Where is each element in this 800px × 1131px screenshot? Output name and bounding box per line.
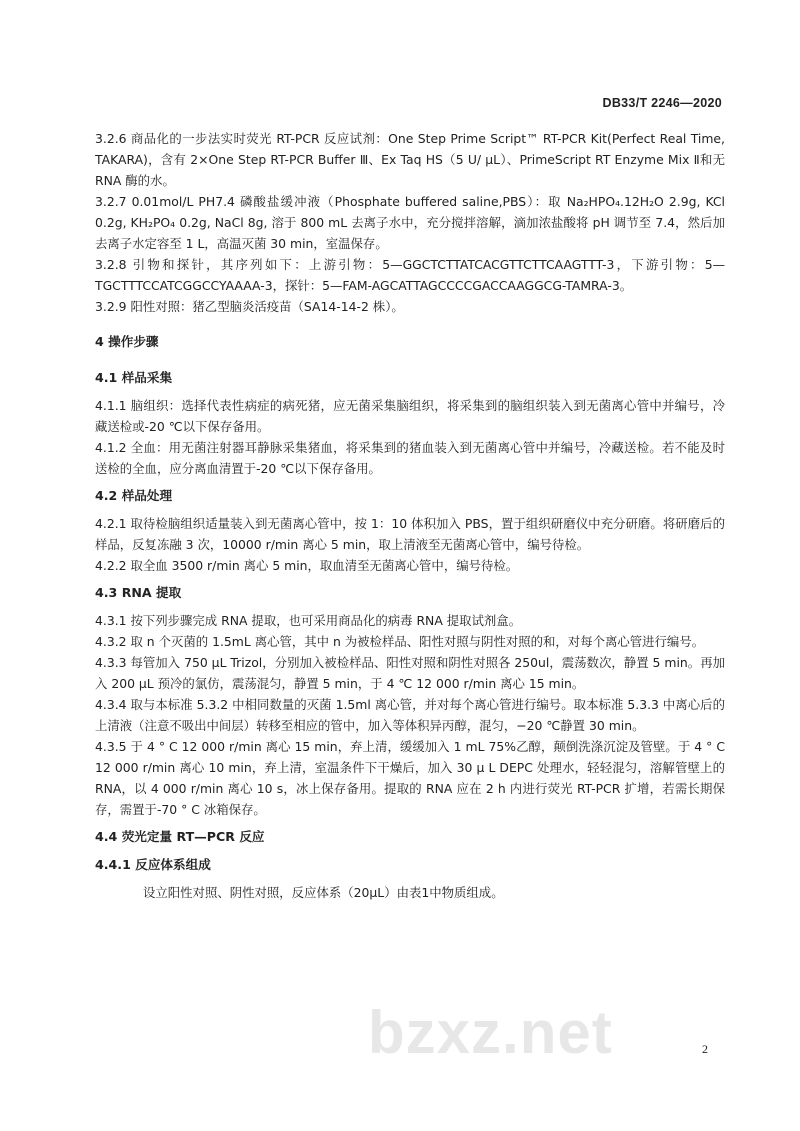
document-body — [95, 128, 725, 903]
section-4-3-2: 4.3.2 取 n 个灭菌的 1.5mL 离心管，其中 n 为被检样品、阳性对照与阴性对照的和，对每个离心管进行编号。 — [95, 634, 705, 649]
section-4-3-4: 4.3.4 取与本标准 5.3.2 中相同数量的灭菌 1.5ml 离心管，并对每个离心管进行编号。取本标准 5.3.3 中离心后的上清液（注意不吸出中间层）转移至相应的管中，加入等体积异丙醇，混匀，−20 ℃静置 30 min。 — [95, 697, 725, 733]
section-4-1-2: 4.1.2 全血：用无菌注射器耳静脉采集猪血，将采集到的猪血装入到无菌离心管中并编号，冷藏送检。若不能及时送检的全血，应分离血清置于-20 ℃以下保存备用。 — [95, 440, 725, 476]
watermark: bzxz.net — [368, 999, 613, 1066]
section-3-2-8: 3.2.8 引物和探针，其序列如下：上游引物：5—GGCTCTTATCACGTTCTTCAAGTTT-3，下游引物：5—TGCTTTCCATCGGCCYAAAA-3，探针：5—FAM-AGCATTAGCCCCGACCAAGGCG-TAMRA-3。 — [95, 257, 725, 293]
section-4-3-5: 4.3.5 于 4 ° C 12 000 r/min 离心 15 min，弃上清，缓缓加入 1 mL 75%乙醇，颠倒洗涤沉淀及管壁。于 4 ° C 12 000 r/min 离心 10 min，弃上清，室温条件下干燥后，加入 30 μ L DEPC 处理水，轻轻混匀，溶解管壁上的 RNA，以 4 000 r/min 离心 10 s，冰上保存备用。提取的 RNA 应在 2 h 内进行荧光 RT-PCR 扩增，若需长期保存，需置于-70 ° C 冰箱保存。 — [95, 739, 725, 817]
heading-4-3: 4.3 RNA 提取 — [95, 585, 182, 600]
heading-4-1: 4.1 样品采集 — [95, 370, 173, 385]
heading-4-2: 4.2 样品处理 — [95, 488, 173, 503]
section-3-2-6: 3.2.6 商品化的一步法实时荧光 RT-PCR 反应试剂：One Step Prime Script™ RT-PCR Kit(Perfect Real Time, TAKARA)，含有 2×One Step RT-PCR Buffer Ⅲ、Ex Taq HS（5 U/ μL）、PrimeScript RT Enzyme Mix Ⅱ和无 RNA 酶的水。 — [95, 131, 725, 188]
section-3-2-9: 3.2.9 阳性对照：猪乙型脑炎活疫苗（SA14-14-2 株）。 — [95, 299, 404, 314]
heading-4-4-1: 4.4.1 反应体系组成 — [95, 857, 211, 872]
section-4-3-3: 4.3.3 每管加入 750 μL Trizol，分别加入被检样品、阳性对照和阴性对照各 250ul，震荡数次，静置 5 min。再加入 200 μL 预冷的氯仿，震荡混匀，静置 5 min，于 4 ℃ 12 000 r/min 离心 15 min。 — [95, 655, 725, 691]
standard-id: DB33/T 2246—2020 — [602, 96, 722, 110]
heading-4: 4 操作步骤 — [95, 334, 159, 349]
section-4-1-1: 4.1.1 脑组织：选择代表性病症的病死猪，应无菌采集脑组织，将采集到的脑组织装入到无菌离心管中并编号，冷藏送检或-20 ℃以下保存备用。 — [95, 398, 725, 434]
paragraph-4-4-1: 设立阳性对照、阴性对照，反应体系（20μL）由表1中物质组成。 — [143, 885, 504, 900]
section-4-2-2: 4.2.2 取全血 3500 r/min 离心 5 min，取血清至无菌离心管中，编号待检。 — [95, 558, 519, 573]
heading-4-4: 4.4 荧光定量 RT—PCR 反应 — [95, 829, 265, 844]
section-4-3-1: 4.3.1 按下列步骤完成 RNA 提取，也可采用商品化的病毒 RNA 提取试剂盒。 — [95, 613, 522, 628]
page-number: 2 — [702, 1042, 708, 1056]
section-4-2-1: 4.2.1 取待检脑组织适量装入到无菌离心管中，按 1：10 体积加入 PBS，置于组织研磨仪中充分研磨。将研磨后的样品，反复冻融 3 次，10000 r/min 离心 5 min，取上清液至无菌离心管中，编号待检。 — [95, 516, 725, 552]
section-3-2-7: 3.2.7 0.01mol/L PH7.4 磷酸盐缓冲液（Phosphate buffered saline,PBS）：取 Na₂HPO₄.12H₂O 2.9g, KCl 0.2g, KH₂PO₄ 0.2g, NaCl 8g, 溶于 800 mL 去离子水中，充分搅拌溶解，滴加浓盐酸将 pH 调节至 7.4，然后加去离子水定容至 1 L，高温灭菌 30 min，室温保存。 — [95, 194, 725, 251]
